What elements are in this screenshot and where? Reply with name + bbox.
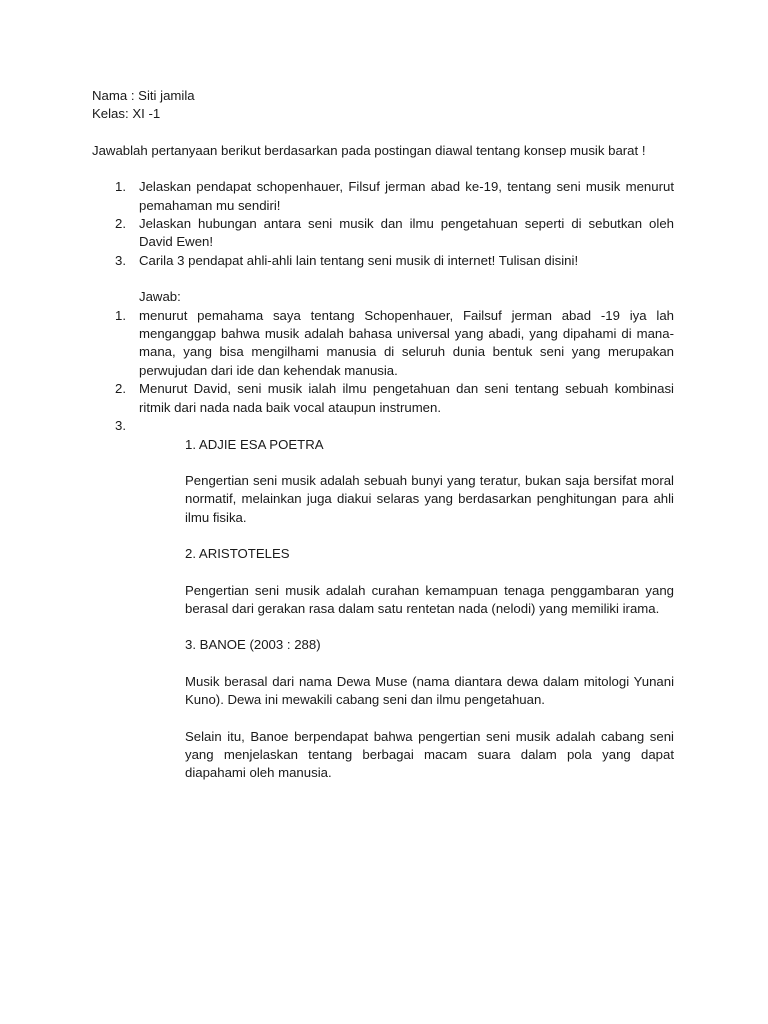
answers-label: Jawab:: [139, 289, 181, 305]
answer-text: [139, 418, 143, 433]
list-number: 3.: [115, 252, 126, 268]
answer-item: [92, 380, 674, 417]
list-number: 2.: [115, 381, 126, 397]
expert-heading: 3. BANOE (2003 : 288): [185, 637, 321, 653]
question-text: Jelaskan hubungan antara seni musik dan ilmu pengetahuan seperti di sebutkan oleh David Ewen!: [139, 216, 674, 250]
question-text: Jelaskan pendapat schopenhauer, Filsuf jerman abad ke-19, tentang seni musik menurut pemahaman mu sendiri!: [139, 179, 674, 213]
list-number: 3.: [115, 418, 126, 434]
expert-heading: 2. ARISTOTELES: [185, 546, 290, 562]
question-list: [92, 178, 674, 270]
answer-list: [92, 307, 674, 436]
instruction-text: Jawablah pertanyaan berikut berdasarkan pada postingan diawal tentang konsep musik barat !: [92, 142, 646, 158]
answer-text: menurut pemahama saya tentang Schopenhauer, Failsuf jerman abad -19 iya lah menganggap bahwa musik adalah bahasa universal yang abadi, yang dipahami di mana-mana, yang bisa mengilhami manusia di seluruh dunia bentuk seni yang merupakan perwujudan dari ide dan kehendak manusia.: [139, 307, 674, 378]
expert-paragraph: Selain itu, Banoe berpendapat bahwa pengertian seni musik adalah cabang seni yang menjelaskan tentang berbagai macam suara dalam pola yang dapat diapahami oleh manusia.: [185, 728, 674, 781]
list-number: 2.: [115, 216, 126, 232]
document-page: [92, 87, 674, 783]
question-item: [92, 215, 674, 252]
answer-item: [92, 417, 674, 435]
expert-heading: 1. ADJIE ESA POETRA: [185, 436, 324, 452]
answer-item: [92, 307, 674, 381]
expert-paragraph: Pengertian seni musik adalah curahan kemampuan tenaga penggambaran yang berasal dari gerakan rasa dalam satu rentetan nada (nelodi) yang memiliki irama.: [185, 582, 674, 616]
question-item: [92, 178, 674, 215]
list-number: 1.: [115, 307, 126, 323]
student-class: Kelas: XI -1: [92, 106, 161, 122]
list-number: 1.: [115, 179, 126, 195]
question-item: [92, 252, 674, 270]
answer-text: Menurut David, seni musik ialah ilmu pengetahuan dan seni tentang sebuah kombinasi ritmik dari nada nada baik vocal ataupun instrumen.: [139, 381, 674, 415]
question-text: Carila 3 pendapat ahli-ahli lain tentang seni musik di internet! Tulisan disini!: [139, 252, 579, 268]
expert-section: [185, 436, 674, 783]
expert-paragraph: Pengertian seni musik adalah sebuah bunyi yang teratur, bukan saja bersifat moral normatif, melainkan juga diakui selaras yang berdasarkan penghitungan para ahli ilmu fisika.: [185, 472, 674, 525]
student-name: Nama : Siti jamila: [92, 88, 195, 103]
expert-paragraph: Musik berasal dari nama Dewa Muse (nama diantara dewa dalam mitologi Yunani Kuno). Dewa ini mewakili cabang seni dan ilmu pengetahuan.: [185, 673, 674, 708]
